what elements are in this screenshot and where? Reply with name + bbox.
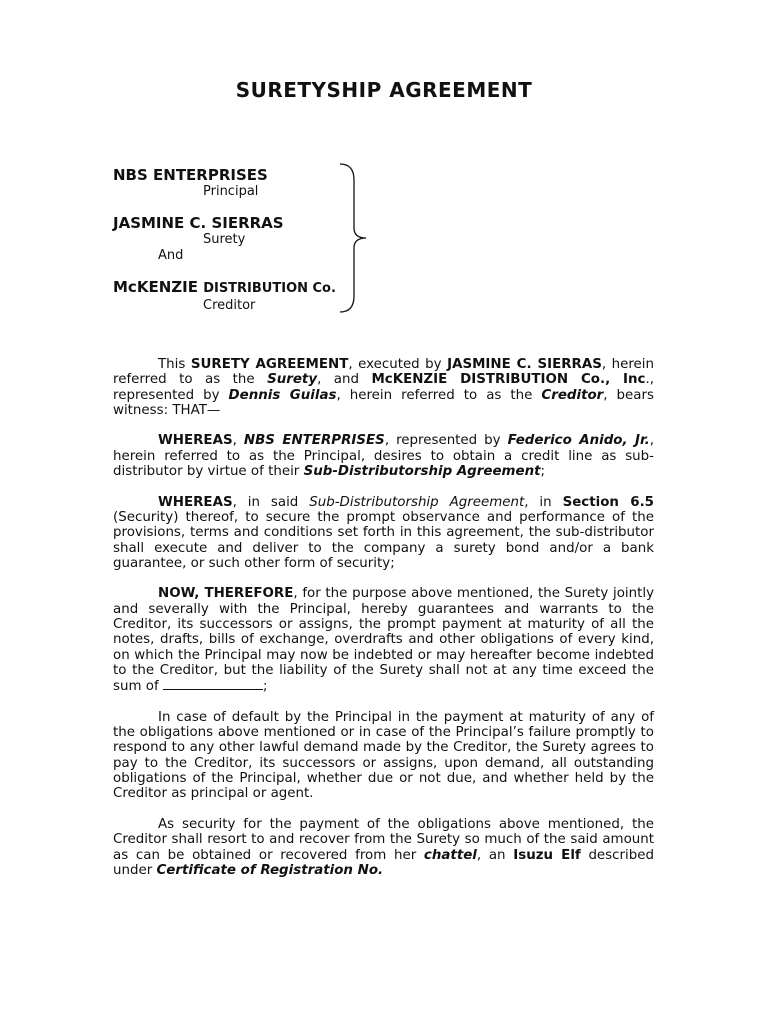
surety-name: JASMINE C. SIERRAS	[113, 214, 284, 232]
creditor-name-rest: DISTRIBUTION Co.	[203, 281, 336, 296]
document-title: SURETYSHIP AGREEMENT	[235, 78, 533, 102]
curly-brace-icon	[338, 162, 378, 314]
paragraph-security: As security for the payment of the obligations above mentioned, the Creditor shall resort to and recover from the Surety so much of the said amount as can be obtained or recovered from her chattel, an Isuzu Elf described under Certificate of Registration No.	[113, 816, 654, 878]
agreement-body	[113, 357, 654, 893]
paragraph-whereas-1: WHEREAS, NBS ENTERPRISES, represented by Federico Anido, Jr., herein referred to as the Principal, desires to obtain a credit line as sub-distributor by virtue of their Sub-Distributorship Agreement;	[113, 433, 654, 480]
creditor-role: Creditor	[203, 298, 256, 313]
paragraph-default: In case of default by the Principal in the payment at maturity of any of the obligations above mentioned or in case of the Principal’s failure promptly to respond to any other lawful demand made by the Creditor, the Surety agrees to pay to the Creditor, its successors or assigns, upon demand, all outstanding obligations of the Principal, whether due or not due, and whether held by the Creditor as principal or agent.	[113, 709, 654, 802]
paragraph-whereas-2: WHEREAS, in said Sub-Distributorship Agreement, in Section 6.5 (Security) thereof, to secure the prompt observance and performance of the provisions, terms and conditions set forth in this agreement, the sub-distributor shall execute and deliver to the company a surety bond and/or a bank guarantee, or such other form of security;	[113, 494, 654, 571]
creditor-name-bold: McKENZIE	[113, 278, 198, 296]
principal-role: Principal	[203, 184, 259, 199]
principal-name: NBS ENTERPRISES	[113, 166, 268, 184]
paragraph-intro: This SURETY AGREEMENT, executed by JASMINE C. SIERRAS, herein referred to as the Surety, and McKENZIE DISTRIBUTION Co., Inc., represented by Dennis Guilas, herein referred to as the Creditor, bears witness: THAT—	[113, 357, 654, 418]
paragraph-now-therefore: NOW, THEREFORE, for the purpose above mentioned, the Surety jointly and severally with the Principal, hereby guarantees and warrants to the Creditor, its successors or assigns, the prompt payment at maturity of all the notes, drafts, bills of exchange, overdrafts and other obligations of every kind, on which the Principal may now be indebted or may hereafter become indebted to the Creditor, but the liability of the Surety shall not at any time exceed the sum of ;	[113, 586, 654, 695]
and-label: And	[158, 248, 184, 263]
amount-blank-line	[163, 678, 263, 690]
surety-role: Surety	[203, 232, 246, 247]
